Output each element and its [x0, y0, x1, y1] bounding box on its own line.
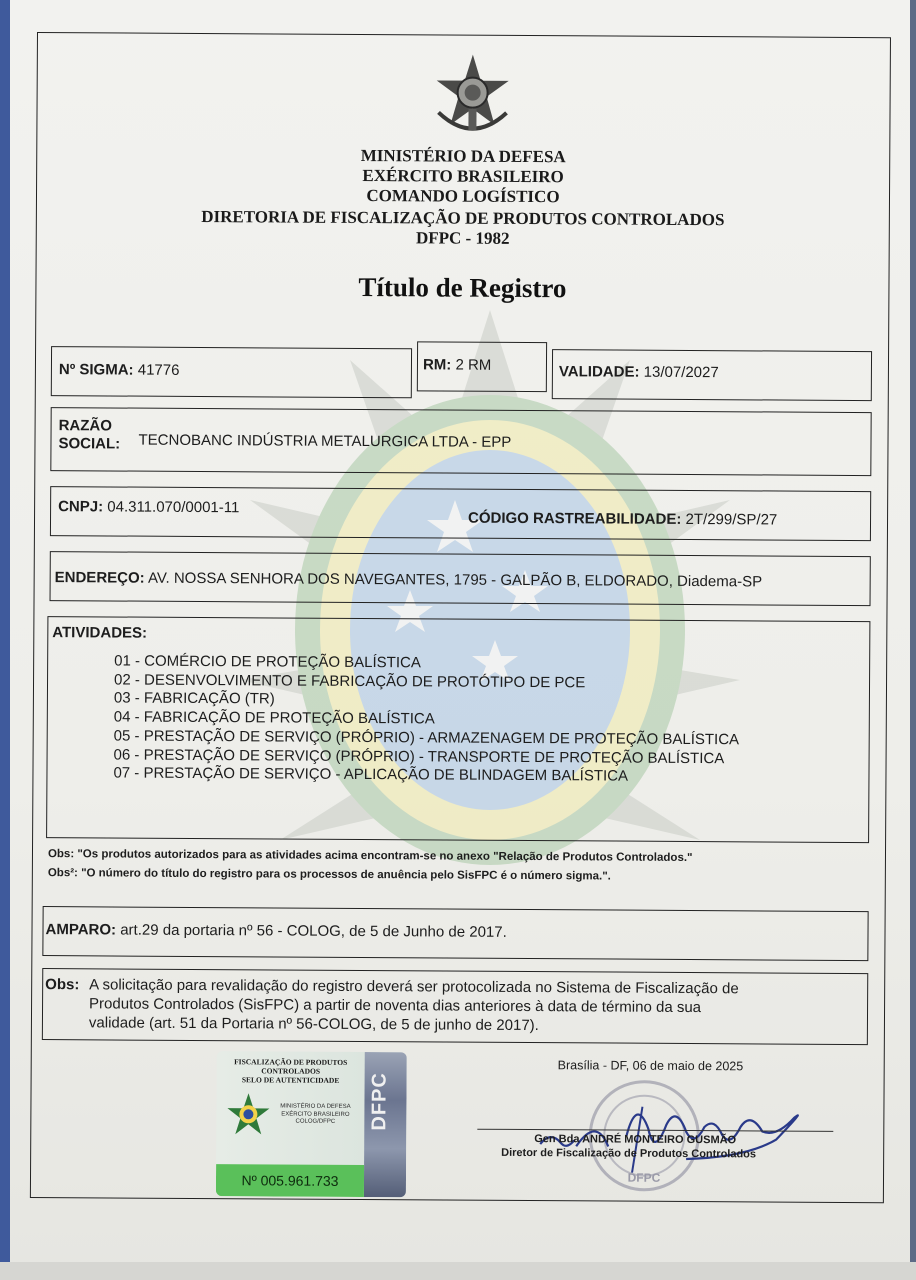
seal-title-line3: SELO DE AUTENTICIDADE [241, 1075, 340, 1085]
endereco-label: ENDEREÇO: [54, 569, 145, 587]
header-ministry: MINISTÉRIO DA DEFESA [360, 145, 566, 167]
obs-final-label: Obs: [45, 976, 80, 994]
cnpj-value: 04.311.070/0001-11 [107, 498, 240, 517]
seal-org [274, 1103, 356, 1126]
obs-final-line1: A solicitação para revalidação do registro deverá ser protocolizada no Sistema de Fiscalização de [89, 976, 739, 998]
document-title: Título de Registro [358, 271, 567, 304]
razao-label-line2: SOCIAL: [58, 435, 121, 453]
coat-of-arms-icon [430, 52, 515, 137]
rastreabilidade-label: CÓDIGO RASTREABILIDADE: [467, 509, 682, 528]
seal-number: Nº 005.961.733 [216, 1164, 364, 1197]
seal-coat-of-arms-icon [224, 1091, 272, 1139]
obs-note-1: Obs: "Os produtos autorizados para as atividades acima encontram-se no anexo "Relação de Produtos Controlados." [47, 848, 693, 865]
endereco-value: AV. NOSSA SENHORA DOS NAVEGANTES, 1795 - GALPÃO B, ELDORADO, Diadema-SP [147, 569, 763, 591]
header-directorate: DIRETORIA DE FISCALIZAÇÃO DE PRODUTOS CONTROLADOS [201, 207, 725, 230]
header-command: COMANDO LOGÍSTICO [366, 186, 560, 207]
seal-org-line2: EXÉRCITO BRASILEIRO [281, 1111, 350, 1118]
stamp-text: DFPC [627, 1170, 661, 1185]
obs-final-line3: validade (art. 51 da Portaria nº 56-COLOG, de 5 de junho de 2017). [88, 1014, 539, 1035]
razao-value: TECNOBANC INDÚSTRIA METALURGICA LTDA - EPP [138, 431, 512, 451]
amparo-label: AMPARO: [45, 921, 117, 939]
atividade-item: 04 - FABRICAÇÃO DE PROTEÇÃO BALÍSTICA [113, 708, 435, 728]
signer-name: Gen Bda ANDRÉ MONTEIRO GUSMÃO [534, 1133, 737, 1147]
seal-title [221, 1057, 361, 1085]
seal-hologram-text: DFPC [368, 1072, 391, 1131]
header-dfpc: DFPC - 1982 [415, 228, 510, 248]
atividade-item: 03 - FABRICAÇÃO (TR) [113, 689, 275, 708]
cnpj-label: CNPJ: [58, 498, 104, 516]
rastreabilidade-field [468, 510, 777, 529]
atividade-item: 06 - PRESTAÇÃO DE SERVIÇO (PRÓPRIO) - TRANSPORTE DE PROTEÇÃO BALÍSTICA [113, 746, 725, 768]
atividades-label: ATIVIDADES: [52, 624, 148, 642]
validade-label: VALIDADE: [558, 363, 640, 381]
atividade-item: 02 - DESENVOLVIMENTO E FABRICAÇÃO DE PROTÓTIPO DE PCE [113, 671, 586, 692]
seal-title-line2: CONTROLADOS [261, 1066, 321, 1076]
cnpj-field [58, 498, 239, 516]
atividade-item: 01 - COMÉRCIO DE PROTEÇÃO BALÍSTICA [114, 652, 421, 672]
sigma-field [59, 361, 180, 379]
atividade-item: 05 - PRESTAÇÃO DE SERVIÇO (PRÓPRIO) - ARMAZENAGEM DE PROTEÇÃO BALÍSTICA [113, 727, 740, 749]
place-date: Brasília - DF, 06 de maio de 2025 [557, 1058, 744, 1074]
obs-final-line2: Produtos Controlados (SisFPC) a partir de noventa dias anteriores à data de término da sua [89, 995, 702, 1017]
page-bottom-edge [0, 1262, 916, 1280]
amparo-field [45, 921, 506, 941]
sigma-value: 41776 [137, 361, 180, 379]
authenticity-seal [216, 1051, 407, 1197]
seal-org-line3: COLOG/DFPC [295, 1118, 336, 1125]
rm-label: RM: [422, 356, 452, 374]
header-army: EXÉRCITO BRASILEIRO [362, 165, 564, 187]
rastreabilidade-value: 2T/299/SP/27 [685, 510, 778, 529]
seal-title-line1: FISCALIZAÇÃO DE PRODUTOS [234, 1057, 348, 1067]
seal-hologram [364, 1052, 407, 1197]
seal-org-line1: MINISTÉRIO DA DEFESA [280, 1103, 351, 1110]
razao-label-line1: RAZÃO [58, 417, 112, 435]
signature-scribble [536, 1076, 807, 1178]
validade-value: 13/07/2027 [643, 363, 719, 382]
document-frame [30, 32, 891, 1203]
obs-note-2: Obs²: "O número do título do registro para os processos de anuência pelo SisFPC é o número sigma.". [47, 867, 611, 883]
signer-role: Diretor de Fiscalização de Produtos Controlados [501, 1146, 757, 1161]
amparo-value: art.29 da portaria nº 56 - COLOG, de 5 de Junho de 2017. [120, 921, 507, 941]
atividade-item: 07 - PRESTAÇÃO DE SERVIÇO - APLICAÇÃO DE BLINDAGEM BALÍSTICA [113, 764, 629, 785]
rm-field [423, 356, 491, 373]
sigma-label: Nº SIGMA: [58, 361, 134, 379]
rm-value: 2 RM [455, 356, 492, 374]
validade-field [559, 363, 719, 381]
